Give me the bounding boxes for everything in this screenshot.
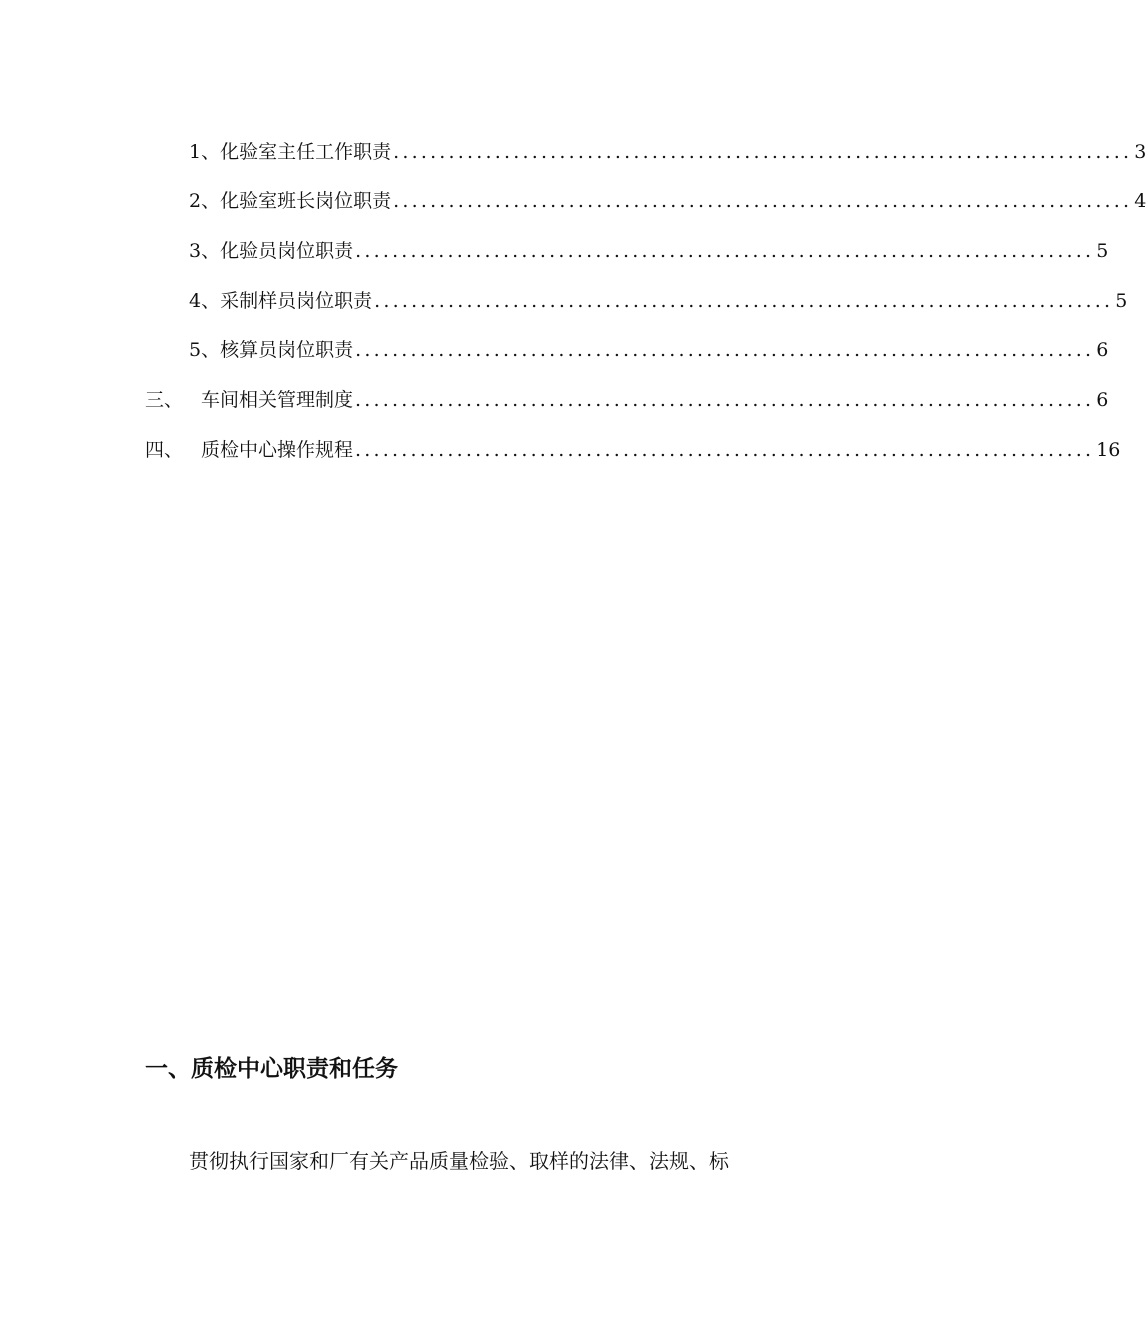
toc-dot-leader: ................................................................................ <box>355 439 1095 461</box>
toc-entry-number: 5、 <box>189 339 221 361</box>
toc-entry-title: 质检中心操作规程 <box>201 439 354 461</box>
toc-entry-page: 5 <box>1115 290 1128 312</box>
toc-entry-title: 化验员岗位职责 <box>220 240 354 262</box>
toc-dot-leader: ................................................................................ <box>393 190 1133 212</box>
toc-entry-page: 4 <box>1134 190 1146 212</box>
toc-entry[interactable] <box>145 435 1121 465</box>
toc-entry-page: 16 <box>1096 439 1121 461</box>
toc-dot-leader: ................................................................................ <box>393 141 1133 163</box>
toc-entry-title: 核算员岗位职责 <box>220 339 354 361</box>
toc-entry-page: 6 <box>1096 389 1109 411</box>
toc-entry-page: 5 <box>1096 240 1109 262</box>
toc-entry[interactable] <box>189 236 1109 266</box>
toc-dot-leader: ................................................................................ <box>374 290 1114 312</box>
toc-entry[interactable] <box>189 186 1146 216</box>
toc-entry-number: 三、 <box>145 389 184 411</box>
toc-entry-number: 1、 <box>189 141 221 163</box>
toc-entry-title: 采制样员岗位职责 <box>220 290 373 312</box>
toc-entry-page: 3 <box>1134 141 1146 163</box>
toc-entry-title: 化验室班长岗位职责 <box>220 190 392 212</box>
toc-dot-leader: ................................................................................ <box>355 339 1095 361</box>
toc-entry-number: 四、 <box>145 439 184 461</box>
section-heading: 一、质检中心职责和任务 <box>145 1056 398 1082</box>
toc-entry[interactable] <box>189 286 1128 316</box>
toc-entry-title: 化验室主任工作职责 <box>220 141 392 163</box>
toc-entry-number: 2、 <box>189 190 221 212</box>
body-paragraph: 贯彻执行国家和厂有关产品质量检验、取样的法律、法规、标 <box>189 1149 729 1173</box>
toc-dot-leader: ................................................................................ <box>355 240 1095 262</box>
toc-entry[interactable] <box>145 385 1109 415</box>
toc-dot-leader: ................................................................................ <box>355 389 1095 411</box>
toc-entry-number: 3、 <box>189 240 221 262</box>
toc-entry-page: 6 <box>1096 339 1109 361</box>
toc-entry[interactable] <box>189 335 1109 365</box>
toc-entry-title: 车间相关管理制度 <box>201 389 354 411</box>
toc-entry[interactable] <box>189 137 1146 167</box>
toc-entry-number: 4、 <box>189 290 221 312</box>
